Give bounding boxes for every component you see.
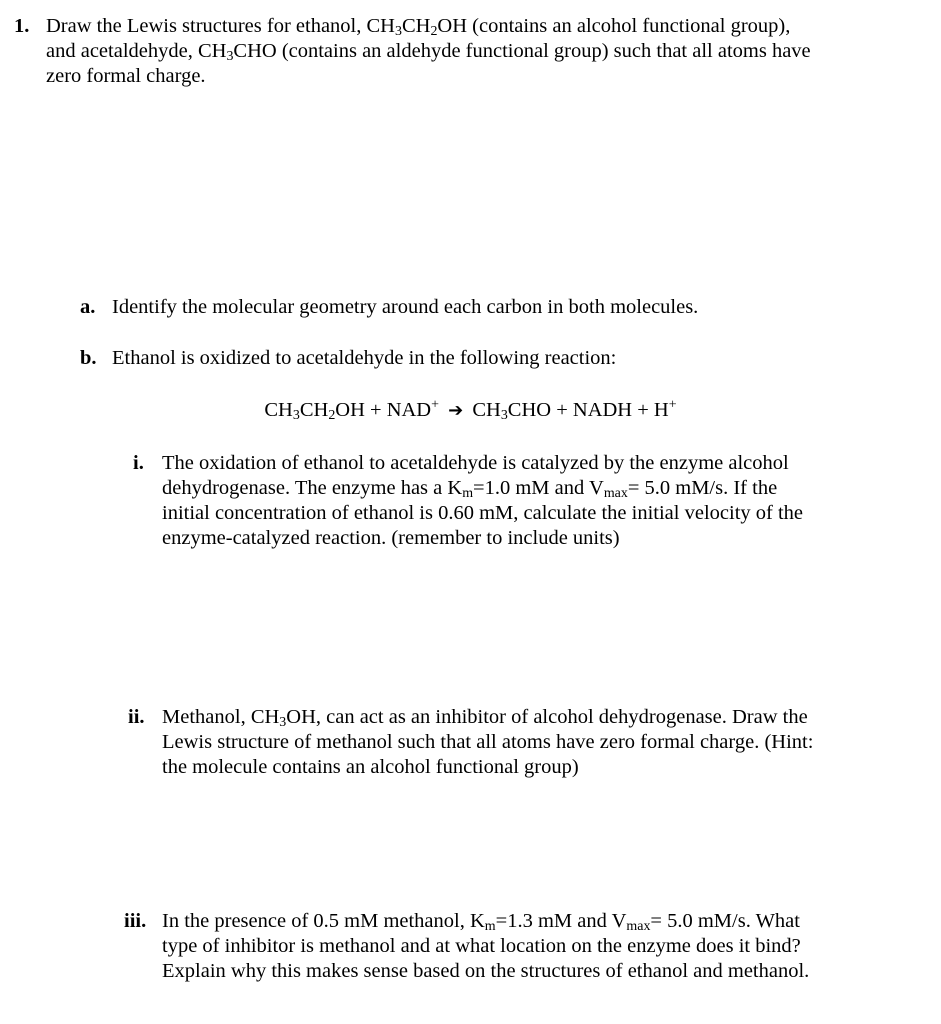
question-iii-line-2: type of inhibitor is methanol and at what location on the enzyme does it bind? [162, 935, 801, 957]
question-iii-label: iii. [124, 910, 147, 932]
question-ii-line-2: Lewis structure of methanol such that all atoms have zero formal charge. (Hint: [162, 731, 814, 753]
question-a-label: a. [80, 296, 96, 318]
question-i-line-2: dehydrogenase. The enzyme has a $K_m=1.0$ mM and $V_{max}= 5.0$ mM/s. If the [162, 477, 778, 502]
question-ii-line-3: the molecule contains an alcohol functional group) [162, 756, 579, 778]
question-i-line-1: The oxidation of ethanol to acetaldehyde is catalyzed by the enzyme alcohol [162, 452, 789, 474]
question-ii-text [162, 705, 922, 780]
question-b-label: b. [80, 347, 97, 369]
question-1-line-3: zero formal charge. [46, 65, 206, 87]
question-1-text [46, 14, 926, 89]
question-b-text: Ethanol is oxidized to acetaldehyde in the following reaction: [112, 347, 617, 369]
question-a-text: Identify the molecular geometry around each carbon in both molecules. [112, 296, 699, 318]
question-ii [0, 705, 941, 790]
reaction-equation: $CH_3CH_2OH + NAD^+$ ➔ $CH_3CHO$ + NADH + H+ [264, 397, 677, 424]
question-i-line-3: initial concentration of ethanol is 0.60 mM, calculate the initial velocity of the [162, 502, 804, 524]
question-i-text [162, 451, 922, 551]
question-ii-line-1: Methanol, $CH_3OH$, can act as an inhibitor of alcohol dehydrogenase. Draw the [162, 706, 808, 731]
question-1-line-2: and acetaldehyde, $CH_3CHO$ (contains an aldehyde functional group) such that all atoms have [46, 40, 811, 65]
question-iii-text [162, 909, 932, 984]
question-i-line-4: enzyme-catalyzed reaction. (remember to include units) [162, 527, 620, 549]
question-iii [0, 909, 941, 994]
question-1-line-1: Draw the Lewis structures for ethanol, $CH_3CH_2OH$ (contains an alcohol functional group), [46, 15, 791, 40]
question-iii-line-3: Explain why this makes sense based on the structures of ethanol and methanol. [162, 960, 810, 982]
question-ii-label: ii. [128, 706, 145, 728]
question-b [0, 346, 941, 426]
question-iii-line-1: In the presence of 0.5 mM methanol, $K_m=1.3$ mM and $V_{max}= 5.0$ mM/s. What [162, 910, 800, 935]
reaction-arrow-icon: ➔ [448, 400, 464, 421]
question-i-label: i. [133, 452, 144, 474]
question-i [0, 451, 941, 561]
question-1-number: 1. [14, 15, 30, 37]
question-a [0, 295, 941, 325]
question-1 [0, 0, 941, 100]
